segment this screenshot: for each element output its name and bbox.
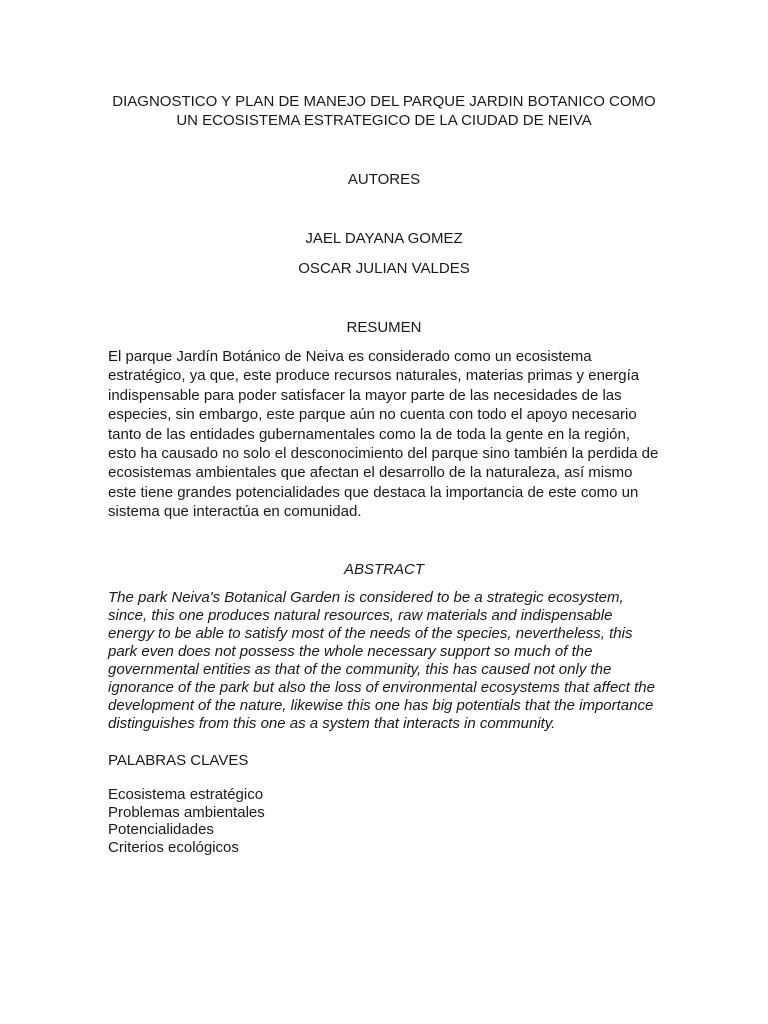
abstract-line: ignorance of the park but also the loss of environmental ecosystems that affect the [108,679,655,696]
document-title [60,92,708,130]
abstract-line: governmental entities as that of the community, this has caused not only the [108,661,612,678]
keywords-heading: PALABRAS CLAVES [108,752,249,769]
keyword-item: Problemas ambientales [108,803,265,821]
resumen-paragraph [108,347,668,522]
resumen-line: sistema que interactúa en comunidad. [108,503,362,521]
resumen-line: este tiene grandes potencialidades que destaca la importancia de este como un [108,483,639,501]
abstract-paragraph [108,589,668,733]
abstract-line: The park Neiva's Botanical Garden is considered to be a strategic ecosystem, [108,589,624,606]
keyword-item: Potencialidades [108,821,214,839]
resumen-line: El parque Jardín Botánico de Neiva es considerado como un ecosistema [108,348,592,365]
keyword-item: Criterios ecológicos [108,839,239,857]
author-name-2: OSCAR JULIAN VALDES [298,260,470,277]
resumen-line: tanto de las entidades gubernamentales como la de toda la gente en la región, [108,425,631,443]
abstract-line: distinguishes from this one as a system that interacts in community. [108,715,556,732]
abstract-line: since, this one produces natural resources, raw materials and indispensable [108,607,613,624]
resumen-line: indispensable para poder satisfacer la mayor parte de las necesidades de las [108,386,622,404]
title-line-1: DIAGNOSTICO Y PLAN DE MANEJO DEL PARQUE JARDIN BOTANICO COMO [112,93,656,110]
resumen-heading: RESUMEN [346,319,422,336]
resumen-line: especies, sin embargo, este parque aún no cuenta con todo el apoyo necesario [108,406,637,424]
resumen-line: ecosistemas ambientales que afectan el desarrollo de la naturaleza, así mismo [108,464,633,482]
abstract-heading: ABSTRACT [343,561,424,578]
abstract-line: park even does not possess the whole necessary support so much of the [108,643,593,660]
keyword-item: Ecosistema estratégico [108,786,264,803]
abstract-line: energy to be able to satisfy most of the needs of the species, nevertheless, this [108,625,633,642]
author-name-1: JAEL DAYANA GOMEZ [305,230,463,247]
resumen-line: esto ha causado no solo el desconocimiento del parque sino también la perdida de [108,445,659,463]
keywords-list [108,786,265,857]
authors-heading: AUTORES [347,171,421,188]
resumen-line: estratégico, ya que, este produce recursos naturales, materias primas y energía [108,367,640,385]
abstract-line: development of the nature, likewise this one has big potentials that the importance [108,697,654,714]
title-line-2: UN ECOSISTEMA ESTRATEGICO DE LA CIUDAD DE NEIVA [176,112,592,129]
